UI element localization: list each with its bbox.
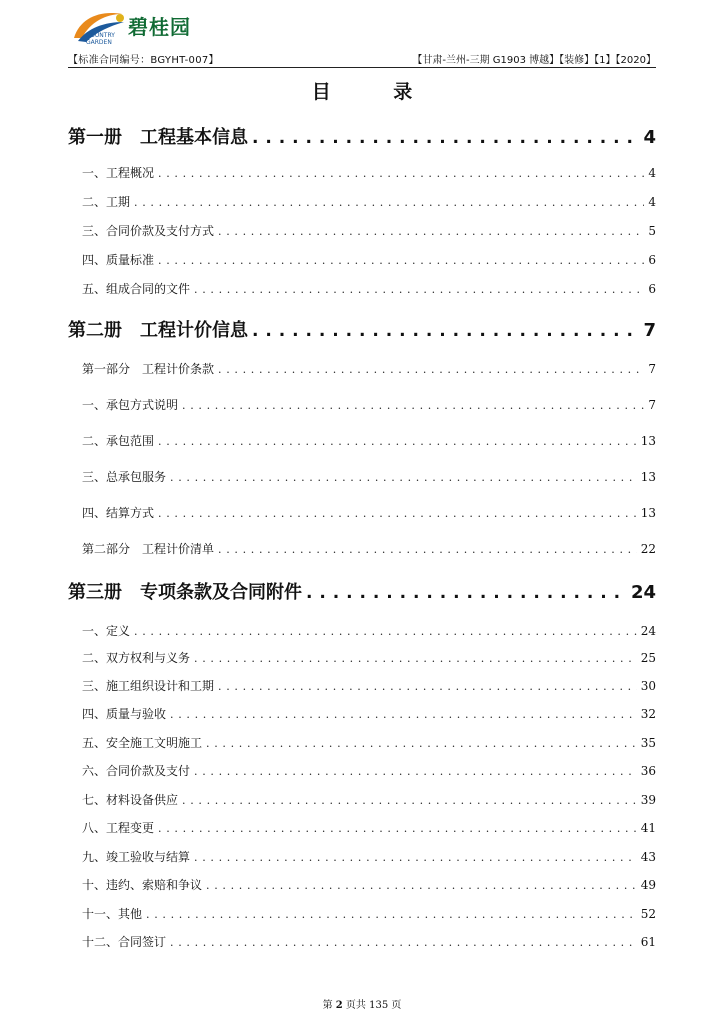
toc-leader-dots <box>170 936 637 949</box>
toc-entry-label: 四、质量与验收 <box>82 707 167 721</box>
toc-volume-entry[interactable] <box>68 578 656 604</box>
toc-entry-label: 第二部分 工程计价清单 <box>82 542 215 556</box>
toc-entry-page: 30 <box>640 679 656 693</box>
total-pages: 135 <box>369 1000 389 1011</box>
toc-entry-label: 一、承包方式说明 <box>82 398 179 412</box>
toc-entry-page: 7 <box>648 398 656 412</box>
toc-leader-dots <box>194 851 637 864</box>
logo-text: 碧桂园 <box>128 15 191 39</box>
toc-entry-label: 四、结算方式 <box>82 506 155 520</box>
toc-entry[interactable] <box>68 164 656 181</box>
toc-entry-label: 二、双方权利与义务 <box>82 651 191 665</box>
toc-entry-label: 十二、合同签订 <box>82 935 167 949</box>
toc-entry-label: 六、合同价款及支付 <box>82 764 191 778</box>
toc-leader-dots <box>182 794 637 807</box>
toc-entry[interactable] <box>68 504 656 521</box>
toc-entry[interactable] <box>68 933 656 950</box>
toc-leader-dots <box>134 625 637 638</box>
toc-leader-dots <box>158 167 644 180</box>
toc-entry-page: 36 <box>640 764 656 778</box>
toc-entry-label: 十一、其他 <box>82 907 143 921</box>
toc-entry-page: 13 <box>640 470 656 484</box>
toc-volume-entry[interactable] <box>68 316 656 342</box>
toc-entry-page: 25 <box>640 651 656 665</box>
toc-entry[interactable] <box>68 251 656 268</box>
toc-entry-label: 二、工期 <box>82 195 131 209</box>
toc-entry[interactable] <box>68 762 656 779</box>
toc-entry[interactable] <box>68 791 656 808</box>
toc-entry-label: 第一册 工程基本信息 <box>68 127 248 148</box>
toc-entry-label: 三、施工组织设计和工期 <box>82 679 215 693</box>
toc-entry-page: 35 <box>640 736 656 750</box>
toc-leader-dots <box>206 737 637 750</box>
toc-leader-dots <box>182 399 644 412</box>
toc-entry-page: 7 <box>648 362 656 376</box>
company-logo <box>70 8 200 48</box>
toc-entry-label: 三、总承包服务 <box>82 470 167 484</box>
toc-entry-label: 三、合同价款及支付方式 <box>82 224 215 238</box>
toc-entry-label: 五、组成合同的文件 <box>82 282 191 296</box>
toc-entry-page: 6 <box>648 253 656 267</box>
toc-leader-dots <box>218 363 644 376</box>
toc-leader-dots <box>158 822 637 835</box>
toc-entry-label: 第三册 专项条款及合同附件 <box>68 582 302 603</box>
toc-entry-page: 24 <box>640 624 656 638</box>
toc-leader-dots <box>194 652 637 665</box>
toc-entry[interactable] <box>68 396 656 413</box>
page-footer: 第 2 页共 135 页 <box>322 1000 402 1011</box>
toc-entry-label: 第一部分 工程计价条款 <box>82 362 215 376</box>
toc-entry[interactable] <box>68 649 656 666</box>
toc-entry-page: 4 <box>643 127 656 148</box>
current-page: 2 <box>335 1000 343 1011</box>
toc-entry[interactable] <box>68 540 656 557</box>
toc-entry-page: 24 <box>630 582 656 603</box>
toc-entry-page: 49 <box>640 878 656 892</box>
project-info: 【甘肃-兰州-三期 G1903 博越】【装修】【1】【2020】 <box>412 55 656 66</box>
toc-entry-label: 一、工程概况 <box>82 166 155 180</box>
toc-leader-dots <box>134 196 644 209</box>
toc-leader-dots <box>218 543 637 556</box>
toc-entry[interactable] <box>68 848 656 865</box>
toc-entry[interactable] <box>68 468 656 485</box>
toc-entry[interactable] <box>68 819 656 836</box>
toc-leader-dots <box>218 680 637 693</box>
toc-entry-page: 6 <box>648 282 656 296</box>
toc-entry-label: 八、工程变更 <box>82 821 155 835</box>
toc-entry[interactable] <box>68 280 656 297</box>
toc-leader-dots <box>146 908 637 921</box>
toc-entry-label: 九、竣工验收与结算 <box>82 850 191 864</box>
toc-entry-page: 61 <box>640 935 656 949</box>
toc-entry-page: 4 <box>648 195 656 209</box>
toc-leader-dots <box>170 471 637 484</box>
toc-leader-dots <box>194 283 644 296</box>
toc-entry[interactable] <box>68 622 656 639</box>
toc-entry-label: 十、违约、索赔和争议 <box>82 878 203 892</box>
toc-entry-label: 七、材料设备供应 <box>82 793 179 807</box>
toc-entry-page: 52 <box>640 907 656 921</box>
toc-entry-page: 13 <box>640 434 656 448</box>
toc-entry[interactable] <box>68 677 656 694</box>
toc-leader-dots <box>158 435 637 448</box>
toc-entry[interactable] <box>68 905 656 922</box>
toc-leader-dots <box>218 225 644 238</box>
toc-entry-page: 7 <box>643 320 656 341</box>
logo-subtext: COUNTRY GARDEN <box>86 32 115 46</box>
toc-entry[interactable] <box>68 876 656 893</box>
toc-title: 目 录 <box>311 81 441 103</box>
toc-entry[interactable] <box>68 734 656 751</box>
toc-entry-page: 4 <box>648 166 656 180</box>
toc-leader-dots <box>194 765 637 778</box>
toc-entry-label: 第二册 工程计价信息 <box>68 320 248 341</box>
toc-entry[interactable] <box>68 432 656 449</box>
toc-leader-dots <box>158 507 637 520</box>
toc-entry[interactable] <box>68 360 656 377</box>
toc-entry-page: 32 <box>640 707 656 721</box>
toc-entry-label: 五、安全施工文明施工 <box>82 736 203 750</box>
toc-entry-label: 一、定义 <box>82 624 131 638</box>
toc-volume-entry[interactable] <box>68 123 656 149</box>
toc-entry-page: 22 <box>640 542 656 556</box>
toc-leader-dots <box>158 254 644 267</box>
header-divider <box>68 67 656 68</box>
toc-entry-page: 5 <box>648 224 656 238</box>
toc-entry[interactable] <box>68 193 656 210</box>
toc-entry-label: 二、承包范围 <box>82 434 155 448</box>
toc-entry-page: 43 <box>640 850 656 864</box>
toc-leader-dots <box>306 583 627 603</box>
toc-leader-dots <box>206 879 637 892</box>
toc-leader-dots <box>252 321 639 341</box>
contract-number: 【标准合同编号：BGYHT-007】 <box>68 55 219 66</box>
page-header <box>68 8 656 64</box>
toc-entry-page: 13 <box>640 506 656 520</box>
toc-entry[interactable] <box>68 705 656 722</box>
toc-entry-page: 41 <box>640 821 656 835</box>
toc-entry-label: 四、质量标准 <box>82 253 155 267</box>
toc-leader-dots <box>252 128 639 148</box>
toc-leader-dots <box>170 708 637 721</box>
toc-entry-page: 39 <box>640 793 656 807</box>
toc-entry[interactable] <box>68 222 656 239</box>
